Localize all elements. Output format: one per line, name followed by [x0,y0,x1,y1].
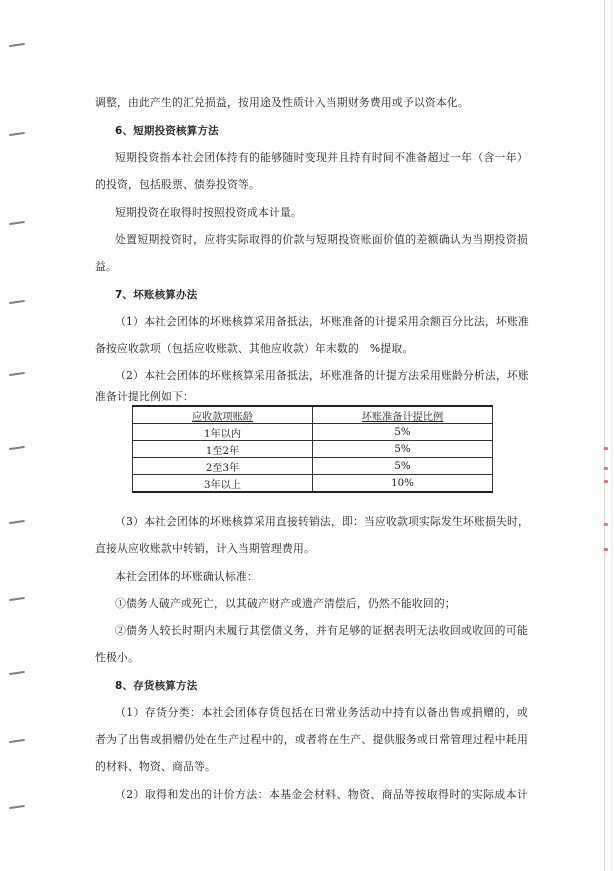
s7-paragraph-6-line-2: 性极小。 [95,651,139,664]
s8-paragraph-1-line-3: 的材料、物资、商品等。 [95,760,216,773]
s7-paragraph-3-line-2: 直接从应收账款中转销，计入当期管理费用。 [95,542,315,555]
binding-mark [9,132,25,136]
table-cell: 5% [313,424,493,441]
section-6-heading: 6、短期投资核算方法 [115,125,219,137]
table-cell: 1年以内 [133,424,313,441]
s7-paragraph-2-line-1: （2）本社会团体的坏账核算采用备抵法，坏账准备的计提方法采用账龄分析法，坏账 [115,369,529,382]
seal-edge-mark [604,548,608,551]
table-cell: 10% [313,475,493,493]
bad-debt-ratio-table [132,405,493,493]
table-header-row [133,406,493,424]
s8-paragraph-1-line-1: （1）存货分类：本社会团体存货包括在日常业务活动中持有以备出售或捐赠的，或 [115,706,528,719]
page-edge-shadow-outer [611,0,612,871]
section-7-heading: 7、坏账核算办法 [115,289,198,301]
seal-edge-mark [604,447,608,450]
s7-paragraph-3-line-1: （3）本社会团体的坏账核算采用直接转销法，即：当应收款项实际发生坏账损失时， [115,515,529,528]
table-cell: 2至3年 [133,458,313,475]
s7-paragraph-1-line-2: 备按应收款项（包括应收账款、其他应收款）年末数的 %提取。 [95,342,414,355]
binding-mark [9,597,25,601]
table-row [133,424,493,441]
section-8-heading: 8、存货核算方法 [115,680,198,692]
binding-mark [9,43,25,47]
table-cell: 5% [313,441,493,458]
paragraph-continuation: 调整，由此产生的汇兑损益，按用途及性质计入当期财务费用或予以资本化。 [95,96,469,109]
s6-paragraph-2: 短期投资在取得时按照投资成本计量。 [115,206,302,219]
s8-paragraph-1-line-2: 者为了出售或捐赠仍处在生产过程中的，或者将在生产、提供服务或日常管理过程中耗用 [95,733,528,746]
binding-mark [9,671,25,675]
s7-paragraph-5: ①债务人破产或死亡，以其破产财产或遗产清偿后，仍然不能收回的； [115,597,456,610]
s7-paragraph-1-line-1: （1）本社会团体的坏账核算采用备抵法，坏账准备的计提采用余额百分比法，坏账准 [115,315,529,328]
s7-paragraph-2-line-2: 准备计提比例如下： [95,390,194,403]
table-cell: 1至2年 [133,441,313,458]
binding-mark [9,446,25,450]
binding-mark [9,739,25,743]
binding-mark [9,221,25,225]
table-row [133,475,493,493]
binding-mark [9,805,25,809]
s6-paragraph-3-line-1: 处置短期投资时，应将实际取得的价款与短期投资账面价值的差额确认为当期投资损 [115,233,528,246]
seal-edge-mark [604,467,608,470]
binding-mark [9,372,25,376]
s6-paragraph-3-line-2: 益。 [95,260,117,273]
s7-paragraph-4: 本社会团体的坏账确认标准： [115,570,258,583]
s8-paragraph-2-line-1: （2）取得和发出的计价方法：本基金会材料、物资、商品等按取得时的实际成本计 [115,788,528,801]
table-row [133,458,493,475]
s6-paragraph-1-line-2: 的投资，包括股票、债券投资等。 [95,178,260,191]
binding-mark [9,300,25,304]
page-edge-shadow [604,0,605,871]
seal-edge-mark [604,480,608,483]
table-header-cell: 坏账准备计提比例 [313,406,493,424]
binding-mark [9,520,25,524]
table-cell: 5% [313,458,493,475]
s7-paragraph-6-line-1: ②债务人较长时期内未履行其偿债义务，并有足够的证据表明无法收回或收回的可能 [115,624,528,637]
table-header-cell: 应收款项账龄 [133,406,313,424]
table-row [133,441,493,458]
table-cell: 3年以上 [133,475,313,493]
s6-paragraph-1-line-1: 短期投资指本社会团体持有的能够随时变现并且持有时间不准备超过一年（含一年） [115,151,528,164]
seal-edge-mark [604,523,608,526]
